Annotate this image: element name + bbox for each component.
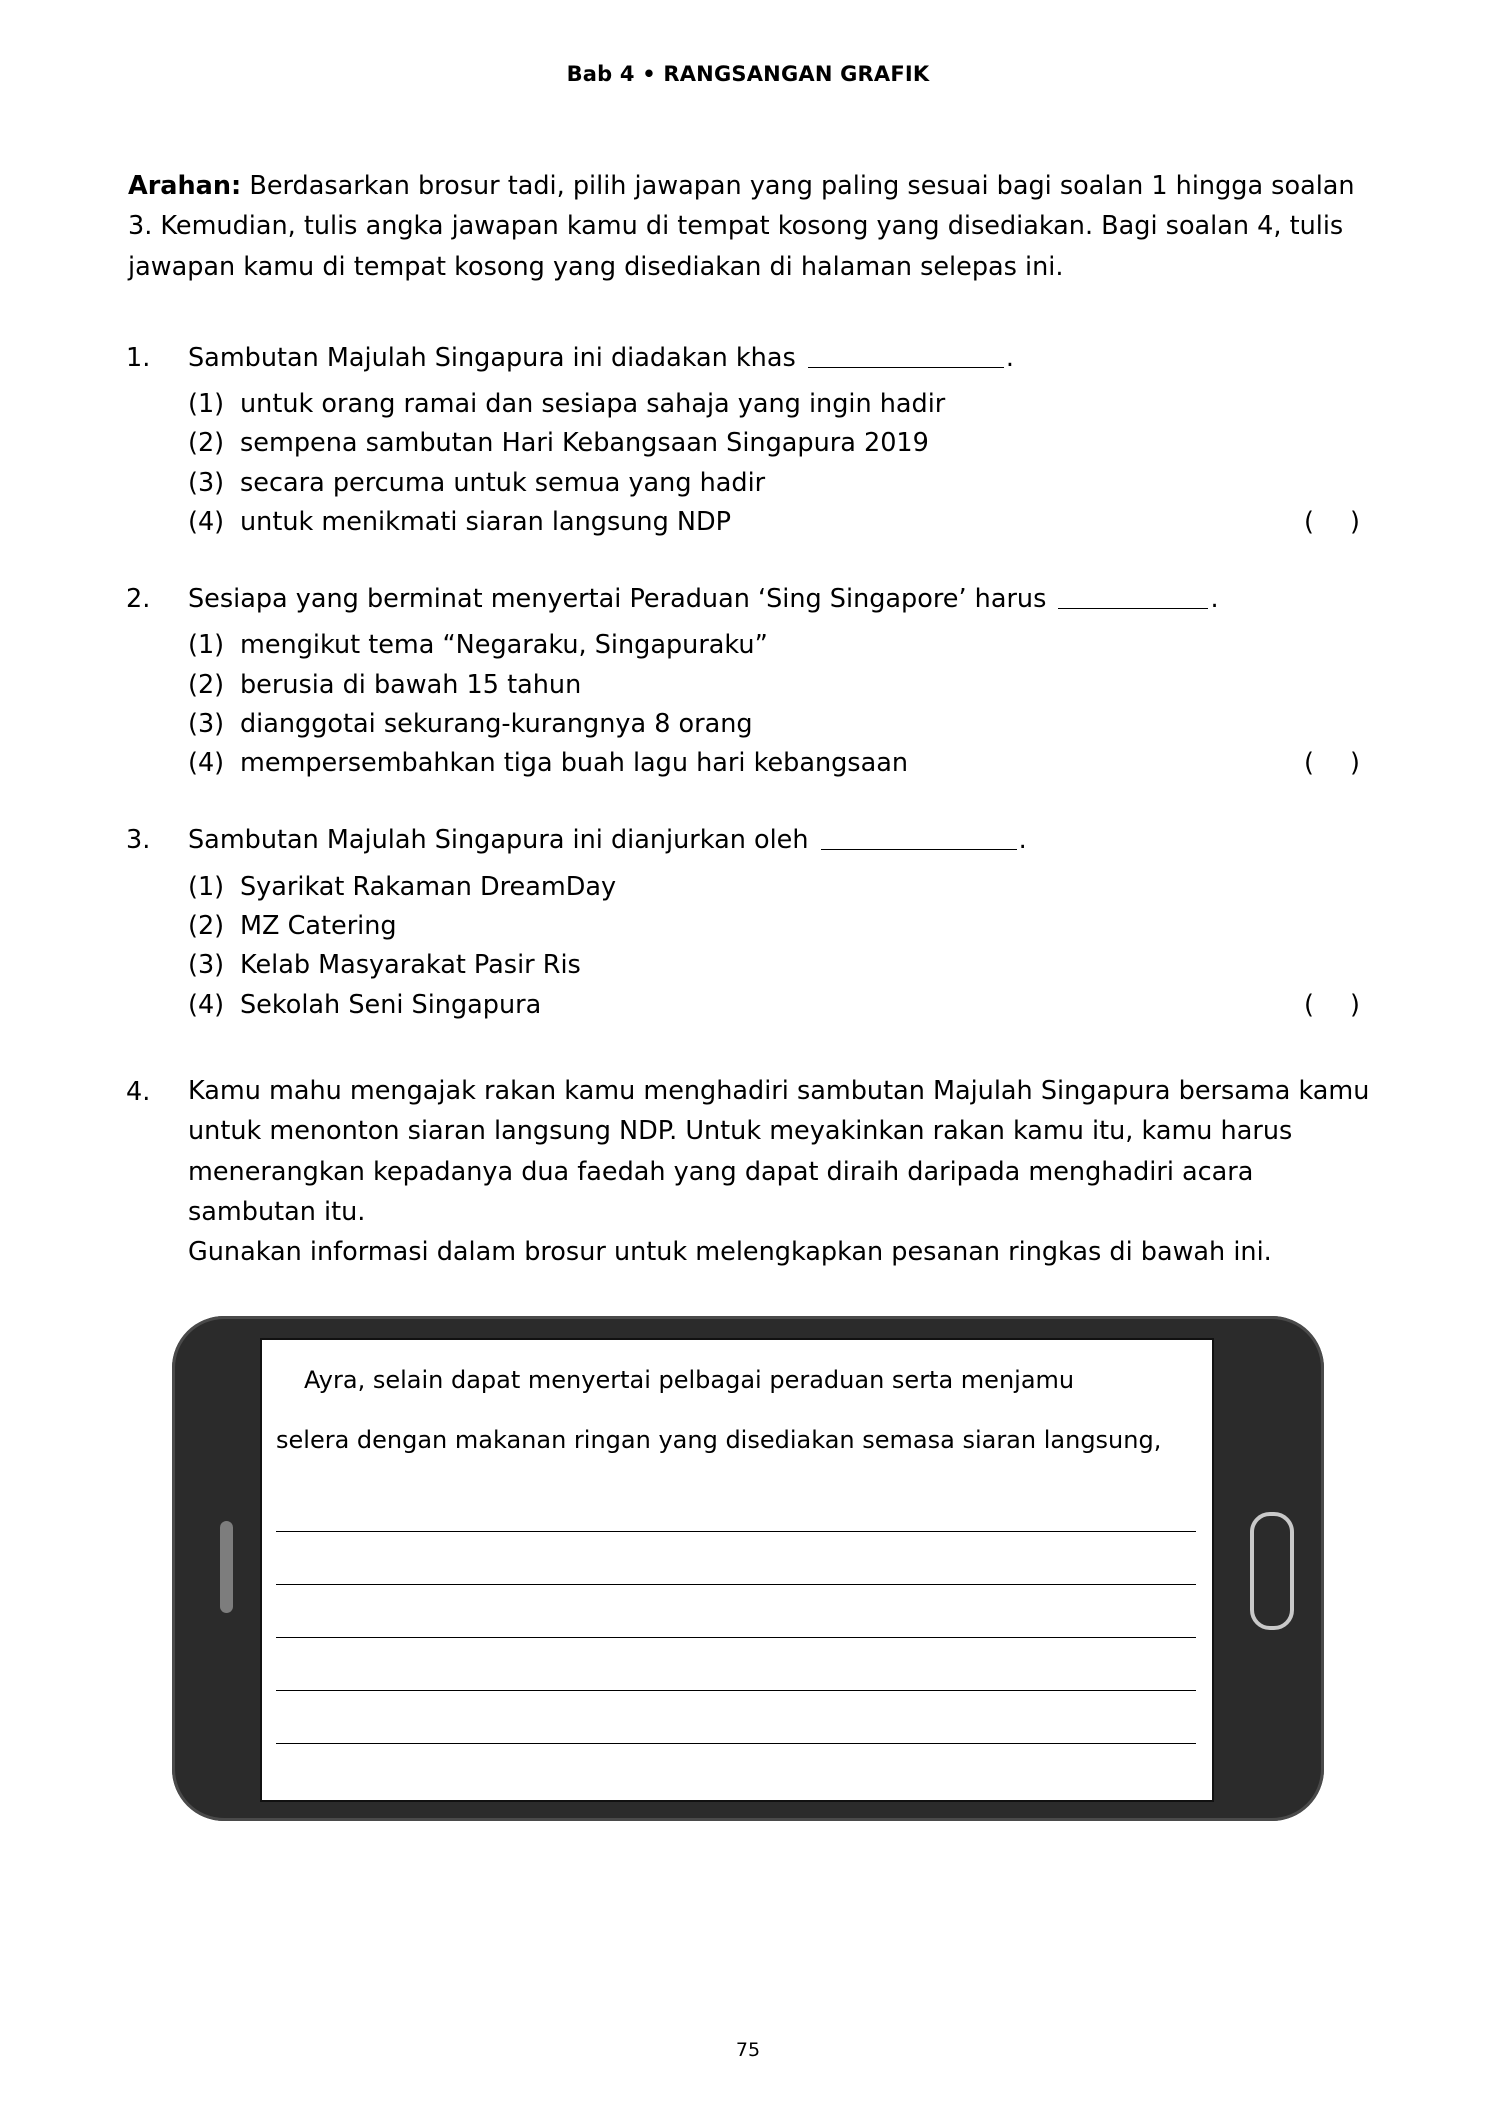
phone-screen [260,1338,1214,1802]
instruction-paragraph [128,166,1386,287]
writing-line[interactable] [276,1532,1196,1585]
option-text: secara percuma untuk semua yang hadir [240,467,766,498]
question-4-number: 4. [126,1076,151,1107]
question-2-number: 2. [126,584,151,615]
message-line-2: selera dengan makanan ringan yang disediakan semasa siaran langsung, [276,1425,1162,1454]
question-3-stem [188,821,1496,859]
option-number: (4) [188,748,225,779]
writing-line[interactable] [276,1585,1196,1638]
option-number: (3) [188,950,225,981]
question-1-option-2[interactable] [0,424,1496,463]
question-2-stem [188,580,1496,618]
question-1-option-4[interactable] [0,503,1496,542]
option-text: MZ Catering [240,910,397,941]
question-3-stem-before: Sambutan Majulah Singapura ini dianjurkan oleh [188,825,817,856]
question-3-option-1[interactable] [0,868,1496,907]
question-2-answer-bracket[interactable]: ( ) [1303,748,1374,779]
question-3-answer-bracket[interactable]: ( ) [1303,989,1374,1020]
question-1-answer-bracket[interactable]: ( ) [1303,506,1374,537]
option-text: mempersembahkan tiga buah lagu hari kebangsaan [240,748,909,779]
question-1-option-1[interactable] [0,385,1496,424]
phone-home-button-icon [1250,1512,1294,1630]
page-number: 75 [735,2039,761,2061]
question-4-body: Kamu mahu mengajak rakan kamu menghadiri sambutan Majulah Singapura bersama kamu untuk menonton siaran langsung NDP. Untuk meyakinkan rakan kamu itu, kamu harus menerangkan kepadanya dua faedah yang dapat diraih daripada menghadiri acara sambutan itu. [188,1076,1370,1227]
option-number: (4) [188,506,225,537]
question-3-option-4[interactable] [0,986,1496,1025]
option-number: (1) [188,871,225,902]
question-1-stem-after: . [1005,342,1014,373]
option-number: (2) [188,428,225,459]
message-text [262,1340,1212,1458]
option-number: (3) [188,708,225,739]
question-4 [0,1073,1496,1273]
question-2-answer-blank[interactable] [1058,584,1208,609]
question-1-options [0,385,1496,542]
instruction-text: Berdasarkan brosur tadi, pilih jawapan yang paling sesuai bagi soalan 1 hingga soalan 3. Kemudian, tulis angka jawapan kamu di tempat kosong yang disediakan. Bagi soalan 4, tulis jawapan kamu di tempat kosong yang disediakan di halaman selepas ini. [128,171,1355,282]
option-number: (1) [188,630,225,661]
option-text: Kelab Masyarakat Pasir Ris [240,950,581,981]
question-2-options [0,626,1496,783]
question-3-options [0,868,1496,1025]
question-3-stem-row [0,821,1496,859]
question-3-number: 3. [126,825,151,856]
question-3-stem-after: . [1018,825,1027,856]
question-3-answer-blank[interactable] [821,825,1017,850]
question-2-stem-after: . [1210,584,1219,615]
question-2-option-4[interactable] [0,744,1496,783]
question-1-answer-blank[interactable] [808,343,1004,368]
instruction-label: Arahan: [128,171,242,201]
option-number: (4) [188,989,225,1020]
phone-mockup [172,1316,1324,1821]
phone-mockup-wrapper [0,1316,1496,1821]
question-2-option-2[interactable] [0,666,1496,705]
question-3-option-2[interactable] [0,907,1496,946]
question-2-stem-row [0,580,1496,618]
phone-side-button [220,1521,233,1613]
question-3 [0,821,1496,1024]
page-header: Bab 4 • RANGSANGAN GRAFIK [566,62,930,86]
question-2-option-3[interactable] [0,705,1496,744]
option-text: sempena sambutan Hari Kebangsaan Singapura 2019 [240,428,929,459]
question-2-option-1[interactable] [0,626,1496,665]
option-number: (1) [188,389,225,420]
option-text: mengikut tema “Negaraku, Singapuraku” [240,630,768,661]
worksheet-page [0,62,1496,2109]
option-number: (3) [188,467,225,498]
question-1 [0,339,1496,542]
option-text: Sekolah Seni Singapura [240,989,542,1020]
question-4-subinstruction: Gunakan informasi dalam brosur untuk melengkapkan pesanan ringkas di bawah ini. [188,1237,1272,1268]
questions-list [0,339,1496,1273]
question-1-number: 1. [126,342,151,373]
writing-line[interactable] [276,1479,1196,1532]
question-1-option-3[interactable] [0,464,1496,503]
question-1-stem-row [0,339,1496,377]
question-2 [0,580,1496,783]
question-1-stem [188,339,1496,377]
message-line-1: Ayra, selain dapat menyertai pelbagai peraduan serta menjamu [304,1366,1075,1395]
option-number: (2) [188,910,225,941]
question-3-option-3[interactable] [0,946,1496,985]
option-text: berusia di bawah 15 tahun [240,669,582,700]
option-text: Syarikat Rakaman DreamDay [240,871,617,902]
writing-line[interactable] [276,1638,1196,1691]
question-2-stem-before: Sesiapa yang berminat menyertai Peraduan ‘Sing Singapore’ harus [188,584,1055,615]
option-text: untuk orang ramai dan sesiapa sahaja yang ingin hadir [240,389,946,420]
option-number: (2) [188,669,225,700]
option-text: dianggotai sekurang-kurangnya 8 orang [240,708,753,739]
answer-writing-lines [262,1479,1212,1744]
writing-line[interactable] [276,1691,1196,1744]
question-1-stem-before: Sambutan Majulah Singapura ini diadakan khas [188,342,804,373]
option-text: untuk menikmati siaran langsung NDP [240,506,731,537]
